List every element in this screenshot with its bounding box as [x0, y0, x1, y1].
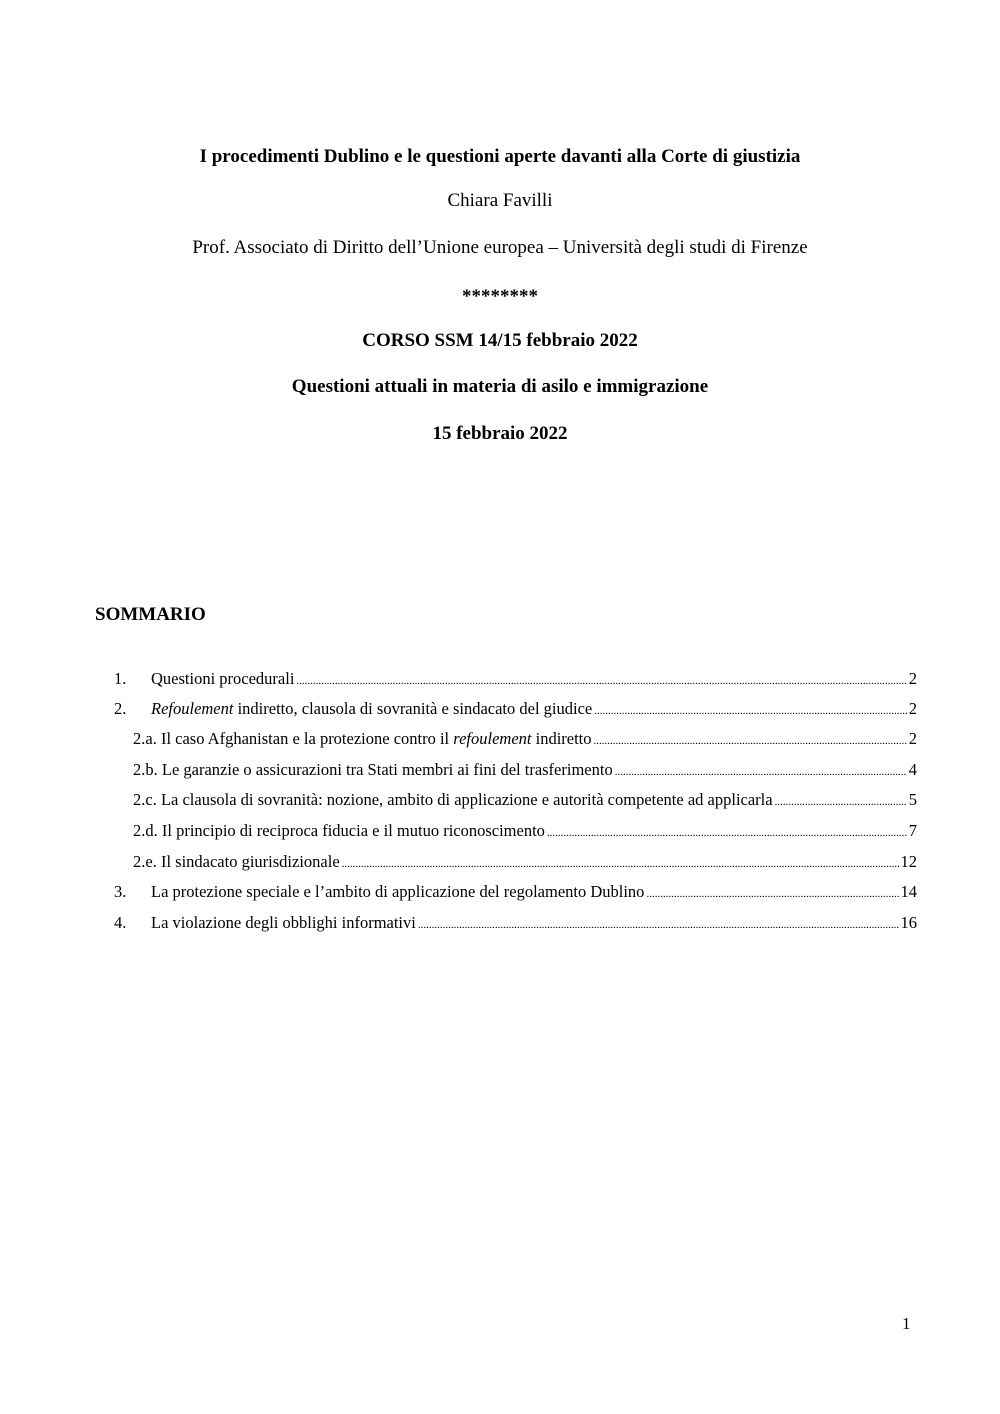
author-affiliation: Prof. Associato di Diritto dell’Unione europea – Università degli studi di Firenze [192, 237, 808, 258]
toc-item-page: 7 [908, 821, 917, 840]
separator: ******** [462, 286, 538, 307]
toc-heading: SOMMARIO [95, 604, 206, 625]
toc-item-2b[interactable] [133, 760, 917, 780]
toc-item-page: 5 [908, 790, 917, 809]
toc-item-page: 16 [900, 913, 917, 932]
toc-item-title: Questioni procedurali [151, 669, 295, 688]
toc-item-title: 2.e. Il sindacato giurisdizionale [133, 852, 340, 871]
toc-item-title: La protezione speciale e l’ambito di applicazione del regolamento Dublino [151, 882, 645, 901]
page-number: 1 [902, 1314, 911, 1333]
toc-item-title: 2.d. Il principio di reciproca fiducia e il mutuo riconoscimento [133, 821, 545, 840]
toc-item-page: 2 [908, 669, 917, 688]
toc-item-2a[interactable] [133, 729, 917, 749]
toc-item-page: 2 [908, 729, 917, 748]
toc-item-title: 2.c. La clausola di sovranità: nozione, ambito di applicazione e autorità competente ad applicarla [133, 790, 773, 809]
toc-item-4[interactable] [114, 913, 917, 933]
toc-item-2c[interactable] [133, 790, 917, 810]
toc-item-number: 1. [114, 669, 127, 688]
toc-item-title: La violazione degli obblighi informativi [151, 913, 416, 932]
toc-leader-dots [615, 762, 907, 782]
toc-item-2d[interactable] [133, 821, 917, 841]
author-name: Chiara Favilli [447, 190, 553, 211]
course-date: 15 febbraio 2022 [432, 423, 568, 444]
toc-item-title: Refoulement indiretto, clausola di sovranità e sindacato del giudice [151, 699, 593, 718]
toc-item-number: 3. [114, 882, 127, 901]
toc-leader-dots [594, 731, 907, 751]
toc-item-page: 12 [900, 852, 917, 871]
toc-item-number: 2. [114, 699, 127, 718]
course-subtitle: Questioni attuali in materia di asilo e immigrazione [291, 376, 709, 397]
toc-item-1[interactable] [114, 669, 917, 689]
toc-leader-dots [775, 792, 907, 812]
course-title: CORSO SSM 14/15 febbraio 2022 [362, 330, 638, 351]
document-title: I procedimenti Dublino e le questioni aperte davanti alla Corte di giustizia [199, 146, 801, 167]
toc-item-page: 4 [908, 760, 917, 779]
toc-item-2[interactable] [114, 699, 917, 719]
toc-leader-dots [418, 915, 899, 935]
toc-item-2e[interactable] [133, 852, 917, 872]
toc-item-number: 4. [114, 913, 127, 932]
toc-item-3[interactable] [114, 882, 917, 902]
toc-item-title: 2.a. Il caso Afghanistan e la protezione contro il refoulement indiretto [133, 729, 592, 748]
toc-leader-dots [646, 884, 898, 904]
toc-leader-dots [547, 823, 907, 843]
toc-leader-dots [296, 671, 906, 691]
toc-item-page: 14 [900, 882, 917, 901]
toc-leader-dots [594, 701, 907, 721]
toc-item-page: 2 [908, 699, 917, 718]
toc-item-title: 2.b. Le garanzie o assicurazioni tra Stati membri ai fini del trasferimento [133, 760, 613, 779]
toc-leader-dots [342, 854, 899, 874]
